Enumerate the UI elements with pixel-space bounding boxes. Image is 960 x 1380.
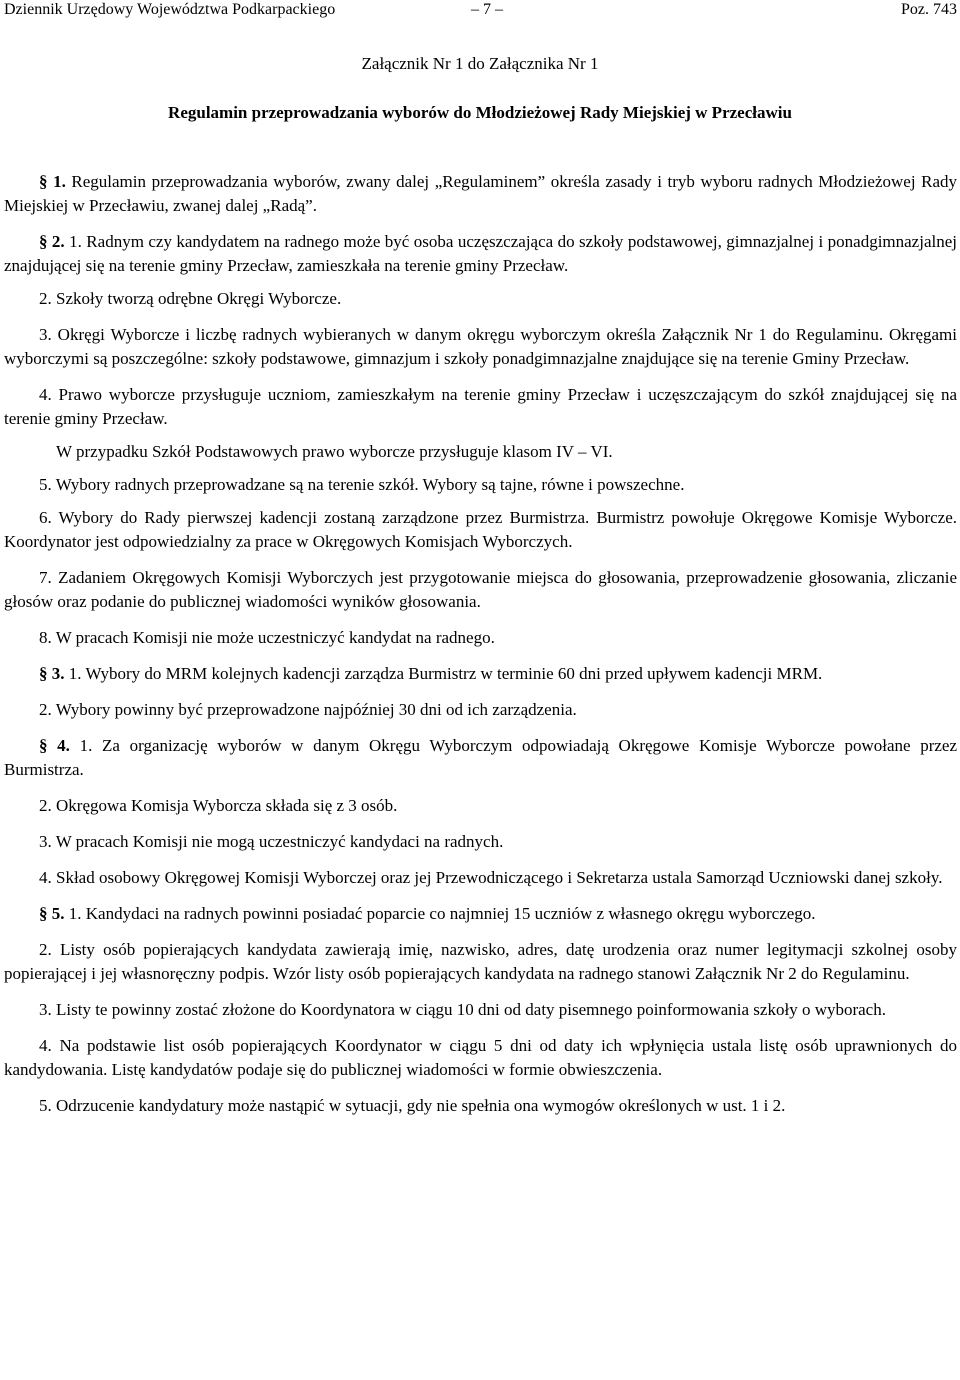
paragraph-s3-1	[4, 662, 957, 686]
paragraph-text: 4. Prawo wyborcze przysługuje uczniom, zamieszkałym na terenie gminy Przecław i uczęszczającym do szkół znajdującej się na terenie gminy Przecław.	[4, 385, 957, 428]
paragraph-s2-5	[4, 473, 957, 497]
paragraph-text: 1. Za organizację wyborów w danym Okręgu Wyborczym odpowiadają Okręgowe Komisje Wyborcze powołane przez Burmistrza.	[4, 736, 958, 779]
paragraph-s4-3	[4, 830, 957, 854]
section-mark: § 3.	[39, 664, 65, 683]
paragraph-s5-3	[4, 998, 957, 1022]
paragraph-s4-2	[4, 794, 957, 818]
paragraph-text: 2. Okręgowa Komisja Wyborcza składa się z 3 osób.	[39, 796, 398, 815]
section-mark: § 5.	[39, 904, 65, 923]
paragraph-s2-4	[4, 383, 957, 431]
paragraph-text: 4. Skład osobowy Okręgowej Komisji Wyborczej oraz jej Przewodniczącego i Sekretarza ustala Samorząd Uczniowski danej szkoły.	[39, 868, 943, 887]
paragraph-text: W przypadku Szkół Podstawowych prawo wyborcze przysługuje klasom IV – VI.	[56, 442, 613, 461]
paragraph-text: 3. Okręgi Wyborcze i liczbę radnych wybieranych w danym okręgu wyborczym określa Załącznik Nr 1 do Regulaminu. Okręgami wyborczymi są poszczególne: szkoły podstawowe, gimnazjum i szkoły ponadgimnazjalne znajdujące się na terenie Gminy Przecław.	[4, 325, 957, 368]
journal-name: Dziennik Urzędowy Województwa Podkarpackiego	[4, 1, 336, 18]
paragraph-text: 2. Listy osób popierających kandydata zawierają imię, nazwisko, adres, datę urodzenia oraz numer legitymacji szkolnej osoby popierającej i jej własnoręczny podpis. Wzór listy osób popierających kandydata na radnego stanowi Załącznik Nr 2 do Regulaminu.	[4, 940, 957, 983]
paragraph-text: Regulamin przeprowadzania wyborów, zwany dalej „Regulaminem” określa zasady i tryb wyboru radnych Młodzieżowej Rady Miejskiej w Przecławiu, zwanej dalej „Radą”.	[4, 172, 958, 215]
document-body	[4, 170, 957, 1118]
paragraph-s3-2	[4, 698, 957, 722]
paragraph-text: 1. Wybory do MRM kolejnych kadencji zarządza Burmistrz w terminie 60 dni przed upływem kadencji MRM.	[64, 664, 823, 683]
paragraph-text: 7. Zadaniem Okręgowych Komisji Wyborczych jest przygotowanie miejsca do głosowania, przeprowadzenie głosowania, zliczanie głosów oraz podanie do publicznej wiadomości wyników głosowania.	[4, 568, 957, 611]
attachment-title: Załącznik Nr 1 do Załącznika Nr 1	[361, 54, 599, 73]
paragraph-text: 5. Odrzucenie kandydatury może nastąpić w sytuacji, gdy nie spełnia ona wymogów określonych w ust. 1 i 2.	[39, 1096, 786, 1115]
page-header	[4, 0, 957, 20]
paragraph-s4-1	[4, 734, 957, 782]
paragraph-s2-6	[4, 506, 957, 554]
paragraph-s2-4b	[4, 440, 957, 464]
paragraph-text: 2. Wybory powinny być przeprowadzone najpóźniej 30 dni od ich zarządzenia.	[39, 700, 577, 719]
paragraph-text: 8. W pracach Komisji nie może uczestniczyć kandydat na radnego.	[39, 628, 495, 647]
paragraph-s5-1	[4, 902, 957, 926]
paragraph-s2-1	[4, 230, 957, 278]
paragraph-text: 3. Listy te powinny zostać złożone do Koordynatora w ciągu 10 dni od daty pisemnego poinformowania szkoły o wyborach.	[39, 1000, 886, 1019]
paragraph-s2-7	[4, 566, 957, 614]
document-title: Regulamin przeprowadzania wyborów do Młodzieżowej Rady Miejskiej w Przecławiu	[168, 103, 792, 122]
paragraph-s2-8	[4, 626, 957, 650]
page-number: – 7 –	[471, 1, 503, 18]
paragraph-s5-4	[4, 1034, 957, 1082]
paragraph-s5-5	[4, 1094, 957, 1118]
paragraph-text: 6. Wybory do Rady pierwszej kadencji zostaną zarządzone przez Burmistrza. Burmistrz powołuje Okręgowe Komisje Wyborcze. Koordynator jest odpowiedzialny za prace w Okręgowych Komisjach Wyborczych.	[4, 508, 957, 551]
paragraph-text: 1. Radnym czy kandydatem na radnego może być osoba uczęszczająca do szkoły podstawowej, gimnazjalnej i ponadgimnazjalnej znajdującej się na terenie gminy Przecław, zamieszkała na terenie gminy Przecław.	[4, 232, 957, 275]
paragraph-text: 4. Na podstawie list osób popierających Koordynator w ciągu 5 dni od daty ich wpłynięcia ustala listę osób uprawnionych do kandydowania. Listę kandydatów podaje się do publicznej wiadomości w formie obwieszczenia.	[4, 1036, 957, 1079]
paragraph-text: 1. Kandydaci na radnych powinni posiadać poparcie co najmniej 15 uczniów z własnego okręgu wyborczego.	[64, 904, 816, 923]
paragraph-s2-3	[4, 323, 957, 371]
paragraph-text: 3. W pracach Komisji nie mogą uczestniczyć kandydaci na radnych.	[39, 832, 504, 851]
paragraph-s1	[4, 170, 957, 218]
paragraph-s4-4	[4, 866, 957, 890]
paragraph-s2-2	[4, 287, 957, 311]
position-number: Poz. 743	[901, 1, 957, 18]
paragraph-text: 2. Szkoły tworzą odrębne Okręgi Wyborcze.	[39, 289, 342, 308]
paragraph-text: 5. Wybory radnych przeprowadzane są na terenie szkół. Wybory są tajne, równe i powszechne.	[39, 475, 685, 494]
section-mark: § 4.	[39, 736, 70, 755]
paragraph-s5-2	[4, 938, 957, 986]
section-mark: § 1.	[39, 172, 66, 191]
section-mark: § 2.	[39, 232, 65, 251]
